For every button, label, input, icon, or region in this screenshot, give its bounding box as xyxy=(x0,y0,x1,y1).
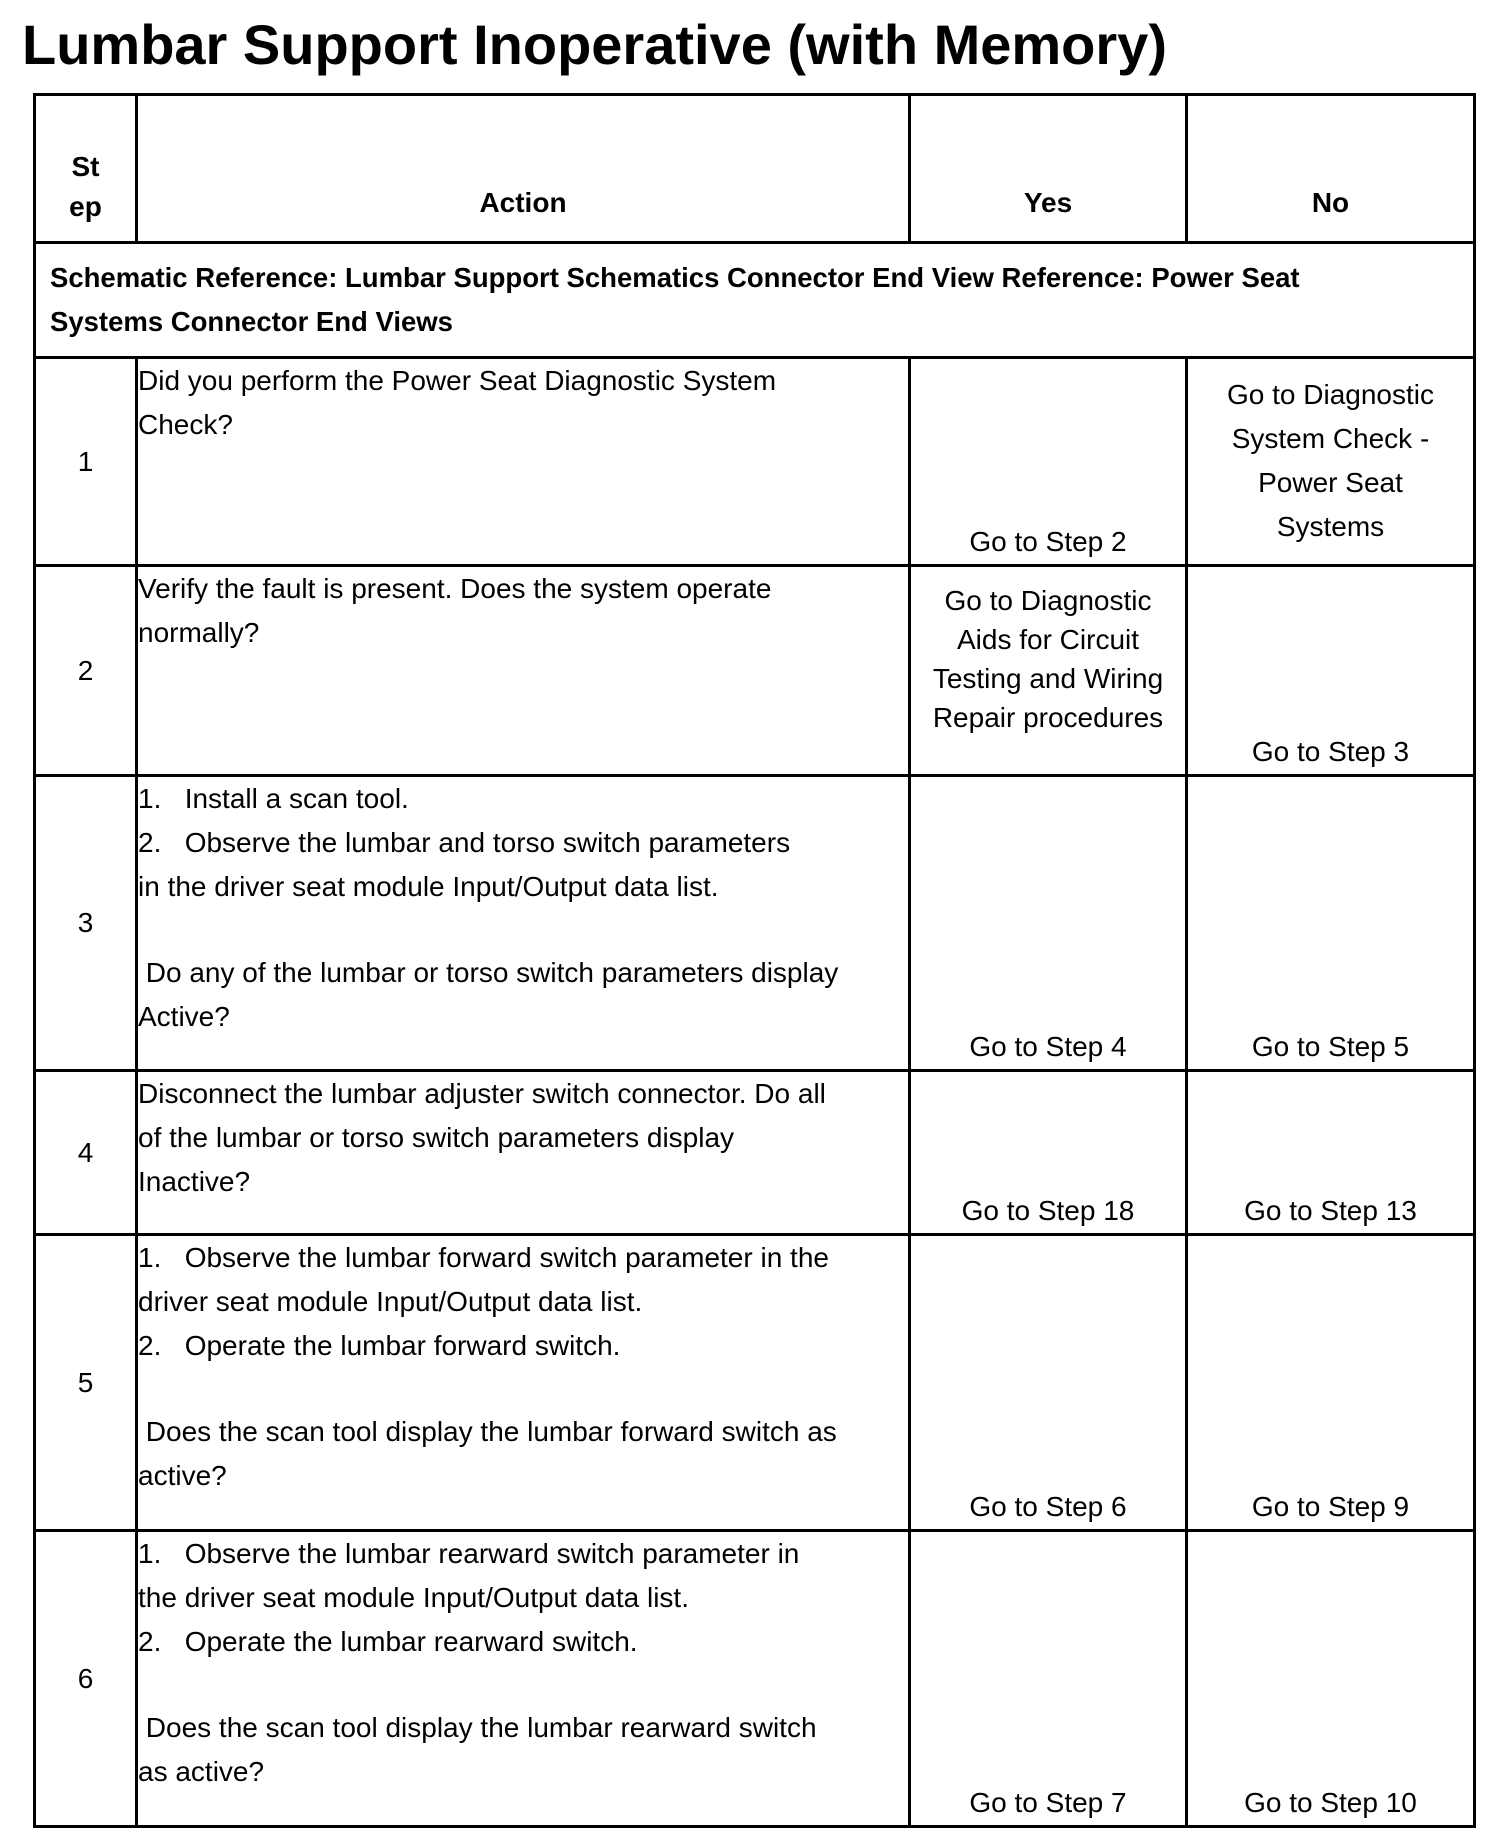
yes-cell: Go to Step 2 xyxy=(910,358,1187,566)
action-cell xyxy=(137,776,910,1071)
no-line: Systems xyxy=(1276,511,1385,542)
action-line: Did you perform the Power Seat Diagnostic System xyxy=(138,365,777,396)
step-number: 3 xyxy=(35,776,137,1071)
yes-cell xyxy=(910,566,1187,776)
action-line: normally? xyxy=(138,617,260,648)
action-line: Check? xyxy=(138,409,233,440)
no-column-header: No xyxy=(1187,95,1475,243)
diagnostic-table xyxy=(33,93,1476,1828)
no-line: System Check - xyxy=(1231,423,1430,454)
table-row xyxy=(35,358,1475,566)
yes-cell: Go to Step 7 xyxy=(910,1531,1187,1827)
yes-column-header: Yes xyxy=(910,95,1187,243)
action-cell xyxy=(137,566,910,776)
step-number: 1 xyxy=(35,358,137,566)
action-column-header: Action xyxy=(137,95,910,243)
action-line: 1. Observe the lumbar forward switch parameter in the xyxy=(138,1242,829,1273)
yes-line: Repair procedures xyxy=(932,702,1164,733)
reference-row xyxy=(35,243,1475,358)
yes-cell: Go to Step 18 xyxy=(910,1071,1187,1235)
action-line: 1. Observe the lumbar rearward switch parameter in xyxy=(138,1538,800,1569)
no-cell xyxy=(1187,358,1475,566)
schematic-reference xyxy=(35,243,1475,358)
action-line: Verify the fault is present. Does the system operate xyxy=(138,573,772,604)
reference-line2: Systems Connector End Views xyxy=(50,306,453,337)
yes-line: Aids for Circuit xyxy=(956,624,1140,655)
action-line: driver seat module Input/Output data list. xyxy=(138,1286,643,1317)
table-row xyxy=(35,776,1475,1071)
step-header-line1: St xyxy=(71,151,100,182)
action-cell xyxy=(137,358,910,566)
table-row xyxy=(35,566,1475,776)
action-cell xyxy=(137,1235,910,1531)
action-line: 2. Operate the lumbar rearward switch. xyxy=(138,1626,638,1657)
action-question: Active? xyxy=(138,1001,230,1032)
table-row xyxy=(35,1071,1475,1235)
action-line: in the driver seat module Input/Output data list. xyxy=(138,871,719,902)
step-column-header xyxy=(35,95,137,243)
yes-line: Go to Diagnostic xyxy=(944,585,1152,616)
action-cell xyxy=(137,1531,910,1827)
action-question: Does the scan tool display the lumbar rearward switch xyxy=(138,1712,817,1743)
action-line: 2. Observe the lumbar and torso switch parameters xyxy=(138,827,791,858)
header-row xyxy=(35,95,1475,243)
no-cell: Go to Step 3 xyxy=(1187,566,1475,776)
action-question: active? xyxy=(138,1460,227,1491)
yes-cell: Go to Step 4 xyxy=(910,776,1187,1071)
no-line: Go to Diagnostic xyxy=(1227,379,1434,410)
no-cell: Go to Step 10 xyxy=(1187,1531,1475,1827)
no-line: Power Seat xyxy=(1258,467,1403,498)
spacer xyxy=(138,1664,908,1706)
action-line: the driver seat module Input/Output data list. xyxy=(138,1582,689,1613)
yes-line: Testing and Wiring xyxy=(932,663,1164,694)
action-question: Do any of the lumbar or torso switch parameters display xyxy=(138,957,839,988)
reference-line1: Schematic Reference: Lumbar Support Schematics Connector End View Reference: Power Seat xyxy=(50,262,1300,293)
step-header-line2: ep xyxy=(69,191,102,222)
action-cell xyxy=(137,1071,910,1235)
action-line: of the lumbar or torso switch parameters display xyxy=(138,1122,735,1153)
step-number: 4 xyxy=(35,1071,137,1235)
table-row xyxy=(35,1531,1475,1827)
page-title: Lumbar Support Inoperative (with Memory) xyxy=(22,13,1167,76)
step-number: 5 xyxy=(35,1235,137,1531)
action-question: Does the scan tool display the lumbar forward switch as xyxy=(138,1416,837,1447)
action-line: 2. Operate the lumbar forward switch. xyxy=(138,1330,621,1361)
action-line: Inactive? xyxy=(138,1166,251,1197)
action-line: Disconnect the lumbar adjuster switch connector. Do all xyxy=(138,1078,826,1109)
no-cell: Go to Step 13 xyxy=(1187,1071,1475,1235)
table-row xyxy=(35,1235,1475,1531)
action-question: as active? xyxy=(138,1756,265,1787)
no-cell: Go to Step 9 xyxy=(1187,1235,1475,1531)
yes-cell: Go to Step 6 xyxy=(910,1235,1187,1531)
spacer xyxy=(138,909,908,951)
action-line: 1. Install a scan tool. xyxy=(138,783,409,814)
spacer xyxy=(138,1368,908,1410)
step-number: 6 xyxy=(35,1531,137,1827)
step-number: 2 xyxy=(35,566,137,776)
no-cell: Go to Step 5 xyxy=(1187,776,1475,1071)
